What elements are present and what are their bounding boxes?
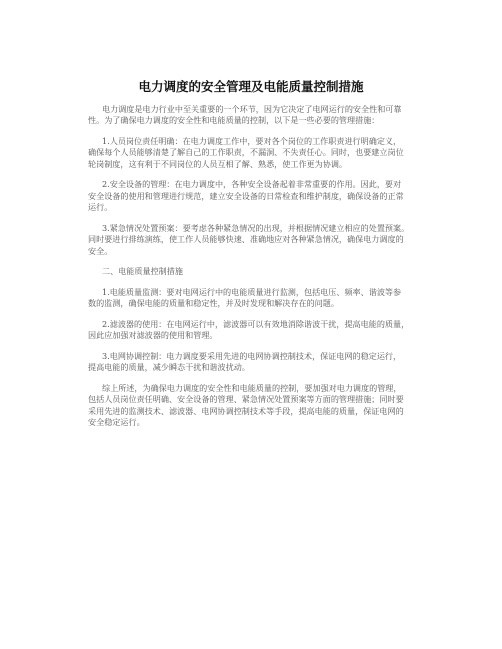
paragraph-line: 轮岗制度，这有利于不同岗位的人员互相了解、熟悉，使工作更为协调。 [88,158,348,169]
paragraph-line: 数的监测，确保电能的质量和稳定性，并及时发现和解决存在的问题。 [88,298,339,309]
document-title: 电力调度的安全管理及电能质量控制措施 [138,79,364,94]
paragraph [88,136,414,170]
paragraph [88,223,414,257]
paragraph-line: 确保每个人员能够清楚了解自己的工作职责，不漏洞、不失责任心。同时，也要建立岗位 [88,147,404,158]
paragraph [88,383,414,429]
paragraph-line: 运行。 [88,202,113,213]
paragraph-line: 安全稳定运行。 [88,417,145,428]
paragraph [88,266,414,277]
paragraph-line: 1.人员岗位责任明确：在电力调度工作中，要对各个岗位的工作职责进行明确定义， [102,136,402,146]
document-body [88,104,414,438]
paragraph-line: 二、电能质量控制措施 [102,266,183,277]
paragraph-line: 提高电能的质量，减少瞬态干扰和谐波扰动。 [88,362,250,373]
paragraph-line: 性。为了确保电力调度的安全性和电能质量的控制，以下是一些必要的管理措施： [88,115,380,126]
paragraph-line: 安全设备的使用和管理进行规范，建立安全设备的日常检查和维护制度，确保设备的正常 [88,190,404,201]
paragraph [88,319,414,342]
paragraph-line: 安全。 [88,245,113,256]
paragraph-line: 包括人员岗位责任明确、安全设备的管理、紧急情况处置预案等方面的管理措施；同时要 [88,394,404,405]
paragraph-line: 2.安全设备的管理：在电力调度中，各种安全设备起着非常重要的作用。因此，要对 [102,179,402,190]
paragraph-line: 综上所述，为确保电力调度的安全性和电能质量的控制，要加强对电力调度的管理， [102,382,402,393]
paragraph [88,351,414,374]
paragraph [88,287,414,310]
paragraph-line: 同时要进行排练演练，使工作人员能够快速、准确地应对各种紧急情况，确保电力调度的 [88,234,404,245]
paragraph-line: 3.电网协调控制：电力调度要采用先进的电网协调控制技术，保证电网的稳定运行， [102,350,402,361]
paragraph [88,179,414,213]
paragraph-line: 2.滤波器的使用：在电网运行中，滤波器可以有效地消除谐波干扰，提高电能的质量， [102,318,410,329]
paragraph [88,104,414,127]
paragraph-line: 电力调度是电力行业中至关重要的一个环节，因为它决定了电网运行的安全性和可靠 [102,104,402,114]
paragraph-line: 3.紧急情况处置预案：要考虑各种紧急情况的出现，并根据情况建立相应的处置预案。 [102,222,410,233]
paragraph-line: 采用先进的监测技术、滤波器、电网协调控制技术等手段，提高电能的质量，保证电网的 [88,405,404,416]
paragraph-line: 1.电能质量监测：要对电网运行中的电能质量进行监测，包括电压、频率、谐波等参 [102,286,402,297]
paragraph-line: 因此应加强对滤波器的使用和管理。 [88,330,218,341]
